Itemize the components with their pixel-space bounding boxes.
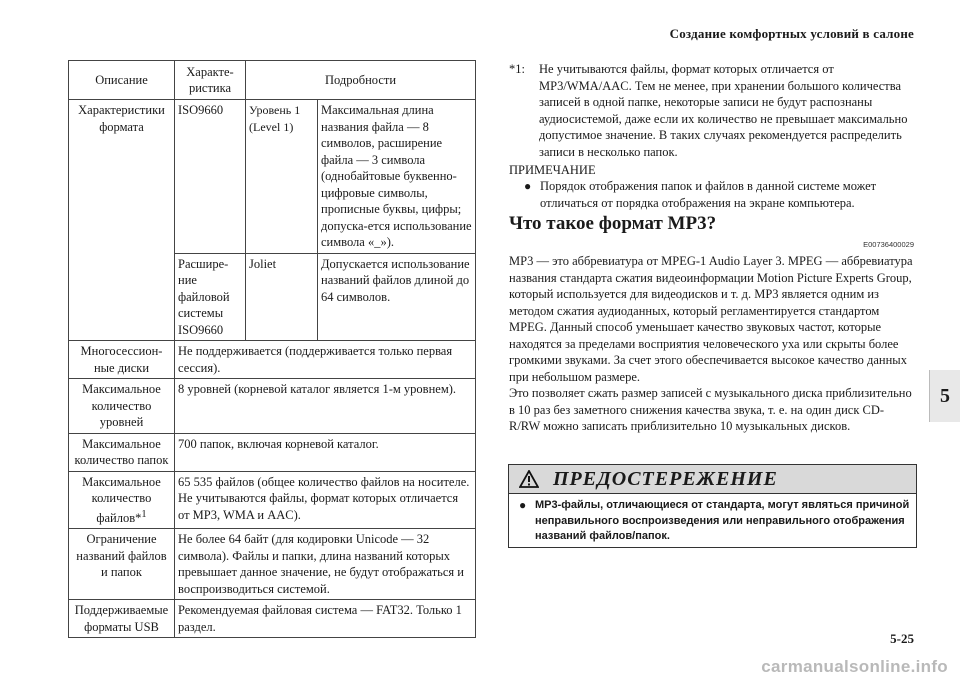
table-row <box>69 471 476 529</box>
row-detail-usb: Рекомендуемая файловая система — FAT32. Только 1 раздел. <box>175 600 476 638</box>
page-number: 5-25 <box>890 631 914 646</box>
row-desc-usb: Поддерживаемые форматы USB <box>69 600 175 638</box>
warning-triangle-icon <box>519 470 539 488</box>
chapter-tab: 5 <box>929 370 960 422</box>
row-detail-name-limit: Не более 64 байт (для кодировки Unicode — 32 символа). Файлы и папки, длина названий которых превышает данное значение, не будут отображаться и воспроизводиться системой. <box>175 529 476 600</box>
cell-iso-char: ISO9660 <box>175 100 246 254</box>
body-paragraph: Это позволяет сжать размер записей с музыкального диска приблизительно в 10 раз без заметного снижения качества звука, т. е. на один диск CD-R/RW можно записать приблизительно 10 музыкальных дисков. <box>509 386 912 433</box>
row-desc-max-files <box>69 471 175 529</box>
warning-box <box>508 464 917 548</box>
table-row <box>69 529 476 600</box>
row-desc-max-levels: Максимальное количество уровней <box>69 379 175 434</box>
cell-iso-level: Уровень 1 (Level 1) <box>246 100 318 254</box>
row-detail-max-levels: 8 уровней (корневой каталог является 1-м уровнем). <box>175 379 476 434</box>
row-detail-multisession: Не поддерживается (поддерживается только первая сессия). <box>175 341 476 379</box>
row-desc-name-limit: Ограничение названий файлов и папок <box>69 529 175 600</box>
note-text: Порядок отображения папок и файлов в данной системе может отличаться от порядка отображения на экране компьютера. <box>540 179 877 210</box>
row-desc-multisession: Многосессион-ные диски <box>69 341 175 379</box>
bullet-icon: ● <box>519 498 527 512</box>
section-heading: Что такое формат MP3? <box>509 213 717 234</box>
footnote-mark: *1: <box>509 62 525 76</box>
header-details: Подробности <box>246 61 476 100</box>
section-body <box>509 253 915 435</box>
warning-title: ПРЕДОСТЕРЕЖЕНИЕ <box>553 467 778 490</box>
table-row <box>69 341 476 379</box>
cell-iso-detail: Максимальная длина названия файла — 8 символов, расширение файла — 3 символа (однобайтовые буквенно-цифровые символы, прописные буквы, цифры; допуска-ется использование символа «_»). <box>318 100 476 254</box>
footnote-text: Не учитываются файлы, формат которых отличается от MP3/WMA/AAC. Тем не менее, при хранении большого количества записей в одной папке, некоторые записи не будут распознаны аудиосистемой, даже если их количество не превышает максимально допустимое значение. В таких случаях рекомендуется распределить записи в несколько папок. <box>539 62 908 159</box>
cell-joliet: Joliet <box>246 253 318 341</box>
cell-ext-char: Расшире-ние файловой системы ISO9660 <box>175 253 246 341</box>
table-header-row <box>69 61 476 100</box>
table-row <box>69 100 476 254</box>
footnote <box>509 61 915 160</box>
row-detail-max-folders: 700 папок, включая корневой каталог. <box>175 433 476 471</box>
footnote-ref: 1 <box>141 508 147 520</box>
cell-ext-detail: Допускается использование названий файлов длиной до 64 символов. <box>318 253 476 341</box>
row-detail-max-files: 65 535 файлов (общее количество файлов на носителе. Не учитываются файлы, формат которых отличается от MP3, WMA и AAC). <box>175 471 476 529</box>
warning-header <box>509 465 916 494</box>
page-header-title: Создание комфортных условий в салоне <box>669 26 914 41</box>
note-item <box>524 178 916 211</box>
table-row <box>69 379 476 434</box>
row-desc-max-folders: Максимальное количество папок <box>69 433 175 471</box>
specs-table <box>68 60 476 638</box>
table-row <box>69 600 476 638</box>
watermark-logo: carmanualsonline.info <box>761 657 948 676</box>
bullet-icon: ● <box>524 179 532 193</box>
max-files-label: Максимальное количество файлов* <box>82 474 161 525</box>
note-label: ПРИМЕЧАНИЕ <box>509 163 596 177</box>
table-row <box>69 433 476 471</box>
header-characteristic: Характе-ристика <box>175 61 246 100</box>
header-description: Описание <box>69 61 175 100</box>
row-desc-format: Характеристики формата <box>69 100 175 341</box>
section-code: E00736400029 <box>863 240 914 249</box>
body-paragraph: MP3 — это аббревиатура от MPEG-1 Audio Layer 3. MPEG — аббревиатура названия стандарта сжатия видеоинформации Motion Picture Experts Group, который используется для видеодисков и т. д. MP3 является одним из методом сжатия аудиоданных, который регламентируется стандартом MPEG. Данный способ уменьшает качество звуковых частот, которые находятся за пределами восприятия человеческого уха или скрыты более громкими звуками. За счет этого обеспечивается высокое качество данных при небольшом размере. <box>509 254 913 384</box>
warning-body <box>509 494 916 545</box>
warning-text: MP3-файлы, отличающиеся от стандарта, могут являться причиной неправильного воспроизведения или неправильного отображения названий файлов/папок. <box>535 499 910 542</box>
